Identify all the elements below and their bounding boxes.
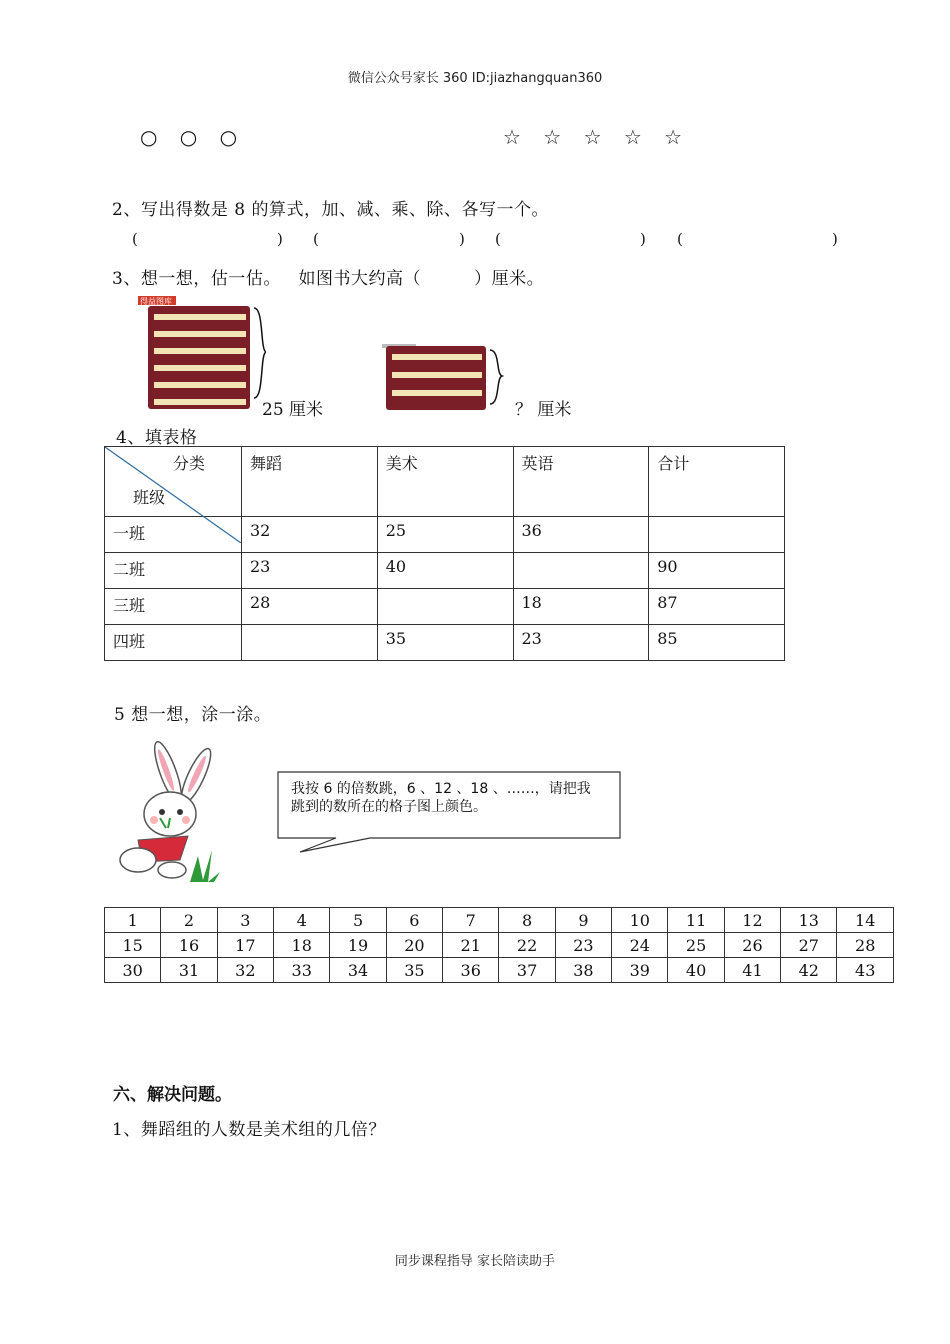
question-3: 3、想一想，估一估。 如图书大约高（ ）厘米。 [112,269,545,289]
header-category: 分类 [173,454,206,473]
row-label: 二班 [105,553,242,589]
grid-cell[interactable]: 38 [555,958,611,983]
grid-cell[interactable]: 33 [274,958,330,983]
table-cell: 25 [377,517,513,553]
grid-cell[interactable]: 18 [274,933,330,958]
answer-blank-2[interactable]: ( [313,230,319,248]
row-label: 一班 [105,517,242,553]
grid-cell[interactable]: 4 [274,908,330,933]
answer-blank-2-close: ) [459,230,465,248]
grid-cell[interactable]: 27 [781,933,837,958]
table-cell: 90 [649,553,785,589]
table-cell-blank[interactable] [377,589,513,625]
label-25cm: 25 厘米 [262,400,324,420]
grid-row [105,958,894,983]
grid-cell[interactable]: 1 [105,908,161,933]
row-label: 三班 [105,589,242,625]
table-cell: 85 [649,625,785,661]
answer-blank-3[interactable]: ( [495,230,501,248]
fill-table [104,446,785,661]
table-cell-blank[interactable] [649,517,785,553]
section-6-title: 六、解决问题。 [113,1085,232,1105]
grid-cell[interactable]: 2 [161,908,217,933]
grid-cell[interactable]: 31 [161,958,217,983]
table-cell: 23 [242,553,378,589]
grid-cell[interactable]: 21 [443,933,499,958]
col-header: 舞蹈 [242,447,378,517]
bubble-line-1: 我按 6 的倍数跳，6 、12 、18 、……，请把我 [291,781,591,797]
page-header: 微信公众号家长 360 ID:jiazhangquan360 [347,71,603,86]
grid-cell[interactable]: 36 [443,958,499,983]
grid-cell[interactable]: 20 [386,933,442,958]
grid-cell[interactable]: 10 [612,908,668,933]
grid-cell[interactable]: 42 [781,958,837,983]
table-cell: 28 [242,589,378,625]
question-4-title: 4、填表格 [116,428,198,448]
grid-cell[interactable]: 32 [217,958,273,983]
logo-text: 得益图库 [140,297,172,306]
col-header: 英语 [513,447,649,517]
diagonal-header-cell [105,447,242,517]
header-class: 班级 [133,488,166,507]
question-5-title: 5 想一想，涂一涂。 [114,705,272,725]
grid-cell[interactable]: 41 [724,958,780,983]
table-cell: 87 [649,589,785,625]
table-cell: 23 [513,625,649,661]
grid-cell[interactable]: 23 [555,933,611,958]
grid-cell[interactable]: 14 [837,908,894,933]
book-stack-large [136,294,266,412]
question-2: 2、写出得数是 8 的算式，加、减、乘、除、各写一个。 [112,200,549,220]
bubble-line-2: 跳到的数所在的格子图上颜色。 [291,799,487,815]
page-footer: 同步课程指导 家长陪读助手 [394,1254,556,1269]
grid-cell[interactable]: 34 [330,958,386,983]
grid-cell[interactable]: 5 [330,908,386,933]
grid-cell[interactable]: 3 [217,908,273,933]
grid-cell[interactable]: 30 [105,958,161,983]
grid-cell[interactable]: 24 [612,933,668,958]
answer-blank-1-close: ) [277,230,283,248]
grid-cell[interactable]: 22 [499,933,555,958]
number-grid [104,907,894,983]
table-cell: 18 [513,589,649,625]
table-cell-blank[interactable] [242,625,378,661]
grid-cell[interactable]: 12 [724,908,780,933]
answer-blank-3-close: ) [640,230,646,248]
label-unknown-cm: ？ 厘米 [515,400,572,420]
grid-cell[interactable]: 9 [555,908,611,933]
grid-cell[interactable]: 37 [499,958,555,983]
grid-cell[interactable]: 25 [668,933,724,958]
grid-cell[interactable]: 28 [837,933,894,958]
col-header: 合计 [649,447,785,517]
circle-shapes: ○ ○ ○ [140,125,246,149]
rabbit-illustration [108,732,228,884]
table-cell: 36 [513,517,649,553]
star-shapes: ☆ ☆ ☆ ☆ ☆ [503,125,691,149]
table-cell: 35 [377,625,513,661]
book-stack-small [380,342,510,414]
grid-cell[interactable]: 11 [668,908,724,933]
grid-cell[interactable]: 15 [105,933,161,958]
grid-cell[interactable]: 39 [612,958,668,983]
grid-cell[interactable]: 17 [217,933,273,958]
grid-cell[interactable]: 35 [386,958,442,983]
answer-blank-1[interactable]: ( [132,230,138,248]
grid-cell[interactable]: 43 [837,958,894,983]
grid-cell[interactable]: 40 [668,958,724,983]
section-6-question-1: 1、舞蹈组的人数是美术组的几倍？ [112,1120,386,1140]
grid-row [105,908,894,933]
grid-cell[interactable]: 6 [386,908,442,933]
grid-cell[interactable]: 13 [781,908,837,933]
grid-cell[interactable]: 26 [724,933,780,958]
grid-row [105,933,894,958]
grid-cell[interactable]: 8 [499,908,555,933]
table-cell-blank[interactable] [513,553,649,589]
answer-blank-4-close: ) [832,230,838,248]
row-label: 四班 [105,625,242,661]
grid-cell[interactable]: 19 [330,933,386,958]
table-cell: 40 [377,553,513,589]
col-header: 美术 [377,447,513,517]
table-cell: 32 [242,517,378,553]
grid-cell[interactable]: 7 [443,908,499,933]
answer-blank-4[interactable]: ( [677,230,683,248]
grid-cell[interactable]: 16 [161,933,217,958]
